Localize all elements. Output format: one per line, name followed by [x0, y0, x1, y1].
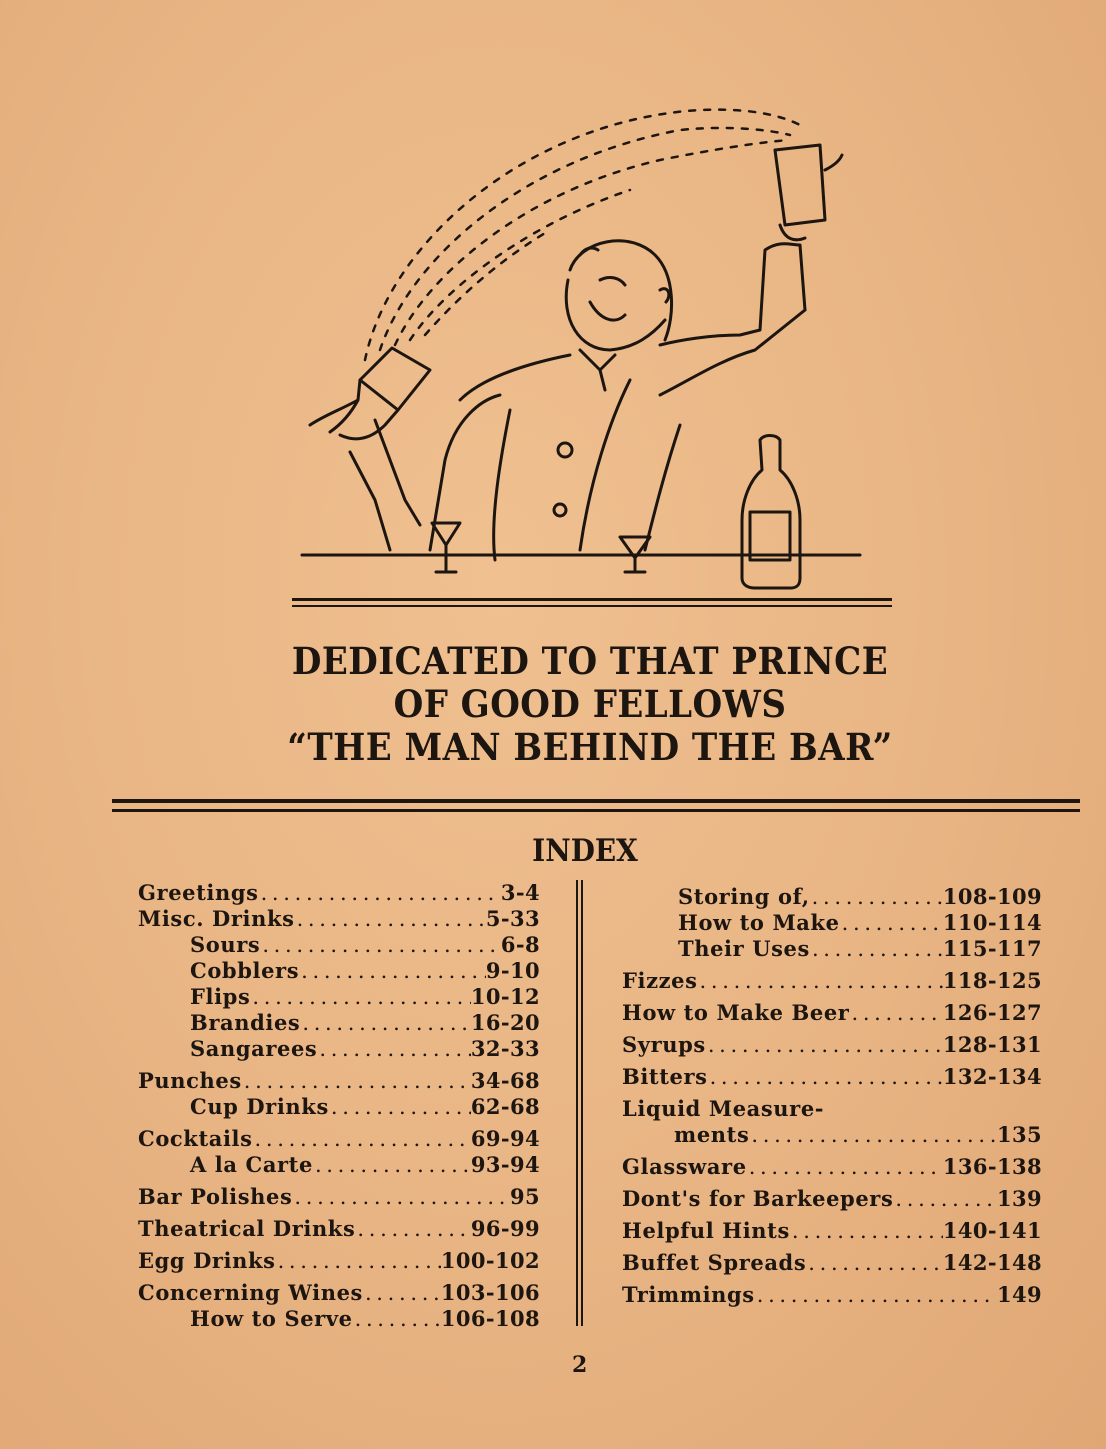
- leader-dots: [893, 1186, 997, 1212]
- index-entry: Liquid Measure-: [622, 1096, 825, 1121]
- leader-dots: [242, 1068, 471, 1094]
- index-entry: Brandies . . . 16-20: [138, 1010, 540, 1036]
- leader-dots: [292, 1184, 510, 1210]
- leader-dots: [698, 968, 943, 994]
- leader-dots: [840, 910, 943, 936]
- index-entry: Their Uses . . . 115-117: [622, 936, 1042, 962]
- dedication-heading: [185, 640, 995, 769]
- index-entry: A la Carte . . . 93-94: [138, 1152, 540, 1178]
- leader-dots: [317, 1036, 470, 1062]
- leader-dots: [353, 1306, 441, 1332]
- leader-dots: [329, 1094, 471, 1120]
- leader-dots: [708, 1064, 943, 1090]
- leader-dots: [276, 1248, 441, 1274]
- section-divider: [112, 799, 1080, 812]
- index-entry: Fizzes . . . 118-125: [622, 968, 1042, 994]
- index-entry: Concerning Wines . . . 103-106: [138, 1280, 540, 1306]
- index-entry: Sangarees . . . 32-33: [138, 1036, 540, 1062]
- leader-dots: [755, 1282, 997, 1308]
- leader-dots: [810, 936, 943, 962]
- dedication-line-3: “THE MAN BEHIND THE BAR”: [287, 725, 893, 769]
- index-entry: How to Make Beer . . . 126-127: [622, 1000, 1042, 1026]
- index-entry: Misc. Drinks . . . 5-33: [138, 906, 540, 932]
- index-entry: Cobblers . . . 9-10: [138, 958, 540, 984]
- column-divider: [576, 880, 583, 1326]
- leader-dots: [355, 1216, 470, 1242]
- leader-dots: [749, 1122, 997, 1148]
- leader-dots: [259, 880, 501, 906]
- leader-dots: [313, 1152, 471, 1178]
- index-entry: Buffet Spreads . . . 142-148: [622, 1250, 1042, 1276]
- index-entry: Cup Drinks . . . 62-68: [138, 1094, 540, 1120]
- index-entry: How to Make . . . 110-114: [622, 910, 1042, 936]
- index-entry: Glassware . . . 136-138: [622, 1154, 1042, 1180]
- index-title: INDEX: [532, 833, 638, 869]
- leader-dots: [849, 1000, 942, 1026]
- index-entry: Storing of, . . . 108-109: [622, 884, 1042, 910]
- index-entry: Flips . . . 10-12: [138, 984, 540, 1010]
- index-entry: Punches . . . 34-68: [138, 1068, 540, 1094]
- leader-dots: [253, 1126, 471, 1152]
- index-entry: Trimmings . . . 149: [622, 1282, 1042, 1308]
- index-entry: Dont's for Barkeepers . . . 139: [622, 1186, 1042, 1212]
- index-entry: Theatrical Drinks . . . 96-99: [138, 1216, 540, 1242]
- leader-dots: [706, 1032, 943, 1058]
- index-entry: Egg Drinks . . . 100-102: [138, 1248, 540, 1274]
- dedication-line-1: DEDICATED TO THAT PRINCE: [291, 639, 889, 683]
- leader-dots: [790, 1218, 943, 1244]
- index-entry: Greetings . . . 3-4: [138, 880, 540, 906]
- index-left-column: [138, 880, 540, 1332]
- leader-dots: [260, 932, 501, 958]
- index-entry: Bitters . . . 132-134: [622, 1064, 1042, 1090]
- leader-dots: [806, 1250, 943, 1276]
- index-entry: Bar Polishes . . . 95: [138, 1184, 540, 1210]
- index-entry: Helpful Hints . . . 140-141: [622, 1218, 1042, 1244]
- leader-dots: [300, 1010, 470, 1036]
- leader-dots: [747, 1154, 943, 1180]
- leader-dots: [295, 906, 486, 932]
- index-entry: ments . . . 135: [622, 1122, 1042, 1148]
- leader-dots: [299, 958, 486, 984]
- leader-dots: [810, 884, 943, 910]
- index-entry: How to Serve . . . 106-108: [138, 1306, 540, 1332]
- page-number: 2: [572, 1352, 588, 1378]
- leader-dots: [363, 1280, 441, 1306]
- index-entry: Cocktails . . . 69-94: [138, 1126, 540, 1152]
- illustration-underline: [292, 598, 892, 607]
- dedication-line-2: OF GOOD FELLOWS: [393, 682, 787, 726]
- index-right-column: [622, 884, 1042, 1308]
- index-entry: Syrups . . . 128-131: [622, 1032, 1042, 1058]
- index-entry: Sours . . . 6-8: [138, 932, 540, 958]
- leader-dots: [250, 984, 470, 1010]
- bartender-illustration-icon: [280, 80, 920, 620]
